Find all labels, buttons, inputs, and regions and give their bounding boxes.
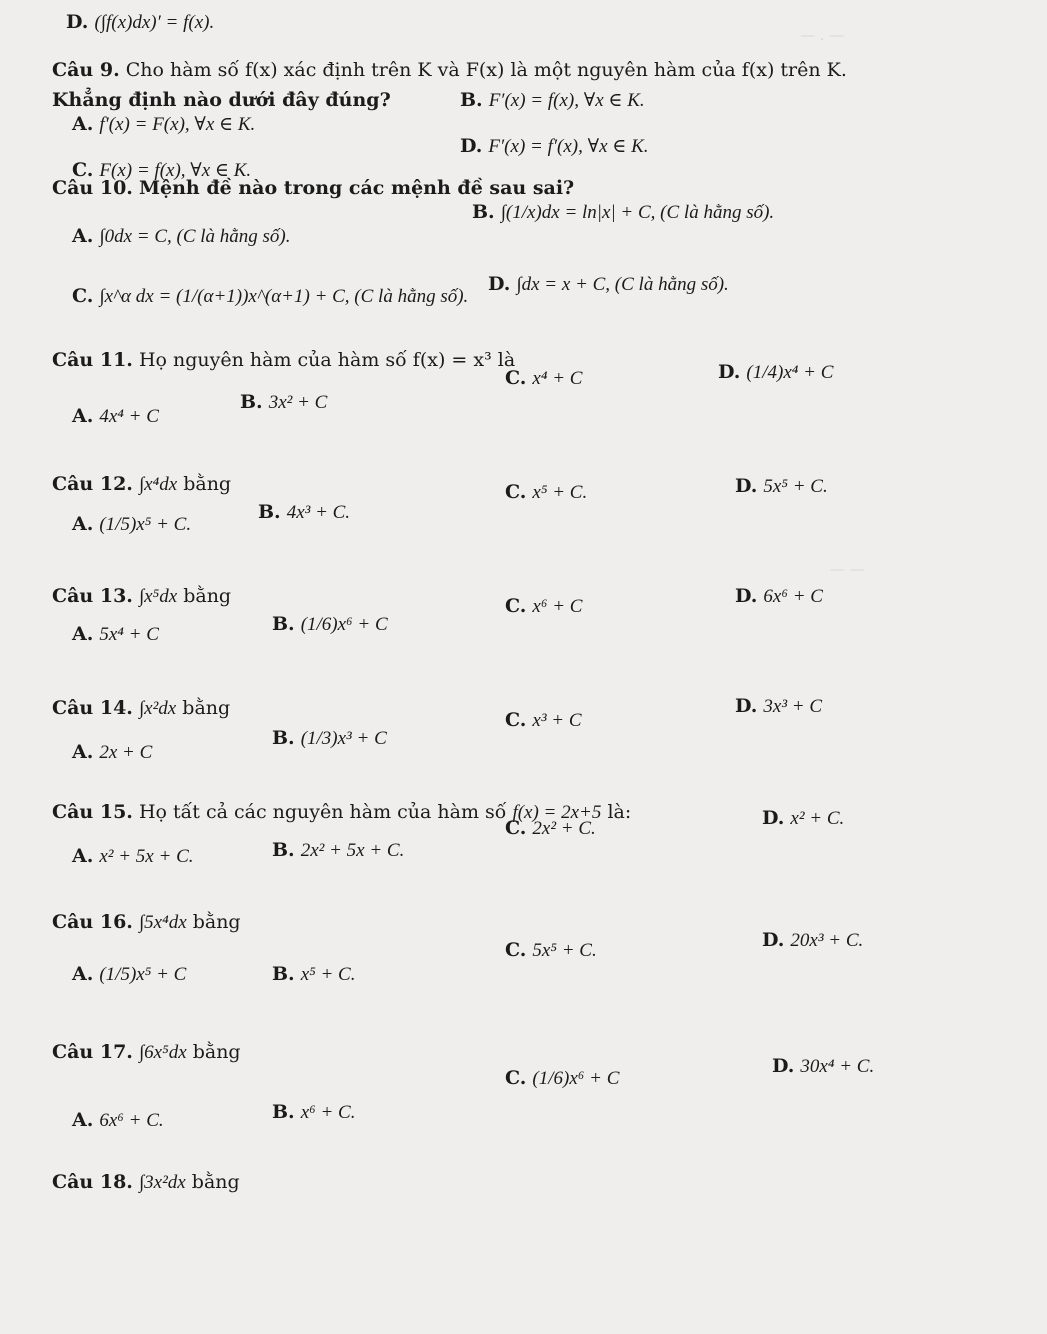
- q10-option-a[interactable]: A. ∫0dx = C, (C là hằng số).: [72, 225, 291, 247]
- question-16: Câu 16. ∫5x⁴dx bằng: [52, 911, 241, 933]
- q9-option-c[interactable]: C. F(x) = f(x), ∀x ∈ K.: [72, 159, 252, 181]
- q9-option-a[interactable]: A. f′(x) = F(x), ∀x ∈ K.: [72, 113, 256, 135]
- q16-option-c[interactable]: C. 5x⁵ + C.: [505, 939, 597, 961]
- q14-option-a[interactable]: A. 2x + C: [72, 741, 153, 763]
- q9-option-d[interactable]: D. F′(x) = f′(x), ∀x ∈ K.: [460, 135, 649, 157]
- q15-option-c[interactable]: C. 2x² + C.: [505, 817, 596, 839]
- question-9-prompt: Khẳng định nào dưới đây đúng?: [52, 89, 391, 111]
- q13-option-c[interactable]: C. x⁶ + C: [505, 595, 583, 617]
- question-15: Câu 15. Họ tất cả các nguyên hàm của hàm số f(x) = 2x+5 là:: [52, 801, 632, 823]
- question-13: Câu 13. ∫x⁵dx bằng: [52, 585, 232, 607]
- q16-option-a[interactable]: A. (1/5)x⁵ + C: [72, 963, 187, 985]
- q14-option-b[interactable]: B. (1/3)x³ + C: [272, 727, 387, 749]
- q13-option-a[interactable]: A. 5x⁴ + C: [72, 623, 159, 645]
- q10-option-d[interactable]: D. ∫dx = x + C, (C là hằng số).: [488, 273, 729, 295]
- q15-option-b[interactable]: B. 2x² + 5x + C.: [272, 839, 405, 861]
- q12-option-b[interactable]: B. 4x³ + C.: [258, 501, 351, 523]
- q9-option-b[interactable]: B. F′(x) = f(x), ∀x ∈ K.: [460, 89, 645, 111]
- q14-option-c[interactable]: C. x³ + C: [505, 709, 582, 731]
- question-9: Câu 9. Cho hàm số f(x) xác định trên K và F(x) là một nguyên hàm của f(x) trên K.: [52, 59, 847, 81]
- q8-option-d: D. (∫f(x)dx)′ = f(x).: [66, 11, 215, 33]
- question-14: Câu 14. ∫x²dx bằng: [52, 697, 231, 719]
- q17-option-d[interactable]: D. 30x⁴ + C.: [772, 1055, 875, 1077]
- question-12: Câu 12. ∫x⁴dx bằng: [52, 473, 232, 495]
- q13-option-b[interactable]: B. (1/6)x⁶ + C: [272, 613, 388, 635]
- q11-option-b[interactable]: B. 3x² + C: [240, 391, 328, 413]
- q12-option-c[interactable]: C. x⁵ + C.: [505, 481, 588, 503]
- question-11: Câu 11. Họ nguyên hàm của hàm số f(x) = x³ là: [52, 349, 516, 371]
- q13-option-d[interactable]: D. 6x⁶ + C: [735, 585, 823, 607]
- q11-option-d[interactable]: D. (1/4)x⁴ + C: [718, 361, 834, 383]
- q12-option-a[interactable]: A. (1/5)x⁵ + C.: [72, 513, 192, 535]
- question-18: Câu 18. ∫3x²dx bằng: [52, 1171, 240, 1193]
- question-10: Câu 10. Mệnh đề nào trong các mệnh đề sau sai?: [52, 177, 575, 199]
- q17-option-a[interactable]: A. 6x⁶ + C.: [72, 1109, 164, 1131]
- q15-option-d[interactable]: D. x² + C.: [762, 807, 845, 829]
- q17-option-b[interactable]: B. x⁶ + C.: [272, 1101, 356, 1123]
- q14-option-d[interactable]: D. 3x³ + C: [735, 695, 823, 717]
- bleed-mark: — —: [830, 560, 865, 578]
- q10-option-b[interactable]: B. ∫(1/x)dx = ln|x| + C, (C là hằng số).: [472, 201, 775, 223]
- q16-option-d[interactable]: D. 20x³ + C.: [762, 929, 864, 951]
- q16-option-b[interactable]: B. x⁵ + C.: [272, 963, 356, 985]
- q11-option-a[interactable]: A. 4x⁴ + C: [72, 405, 159, 427]
- question-17: Câu 17. ∫6x⁵dx bằng: [52, 1041, 241, 1063]
- q12-option-d[interactable]: D. 5x⁵ + C.: [735, 475, 828, 497]
- q11-option-c[interactable]: C. x⁴ + C: [505, 367, 583, 389]
- q15-option-a[interactable]: A. x² + 5x + C.: [72, 845, 194, 867]
- bleed-mark: — . —: [800, 26, 845, 44]
- q17-option-c[interactable]: C. (1/6)x⁶ + C: [505, 1067, 620, 1089]
- q10-option-c[interactable]: C. ∫x^α dx = (1/(α+1))x^(α+1) + C, (C là hằng số).: [72, 285, 469, 307]
